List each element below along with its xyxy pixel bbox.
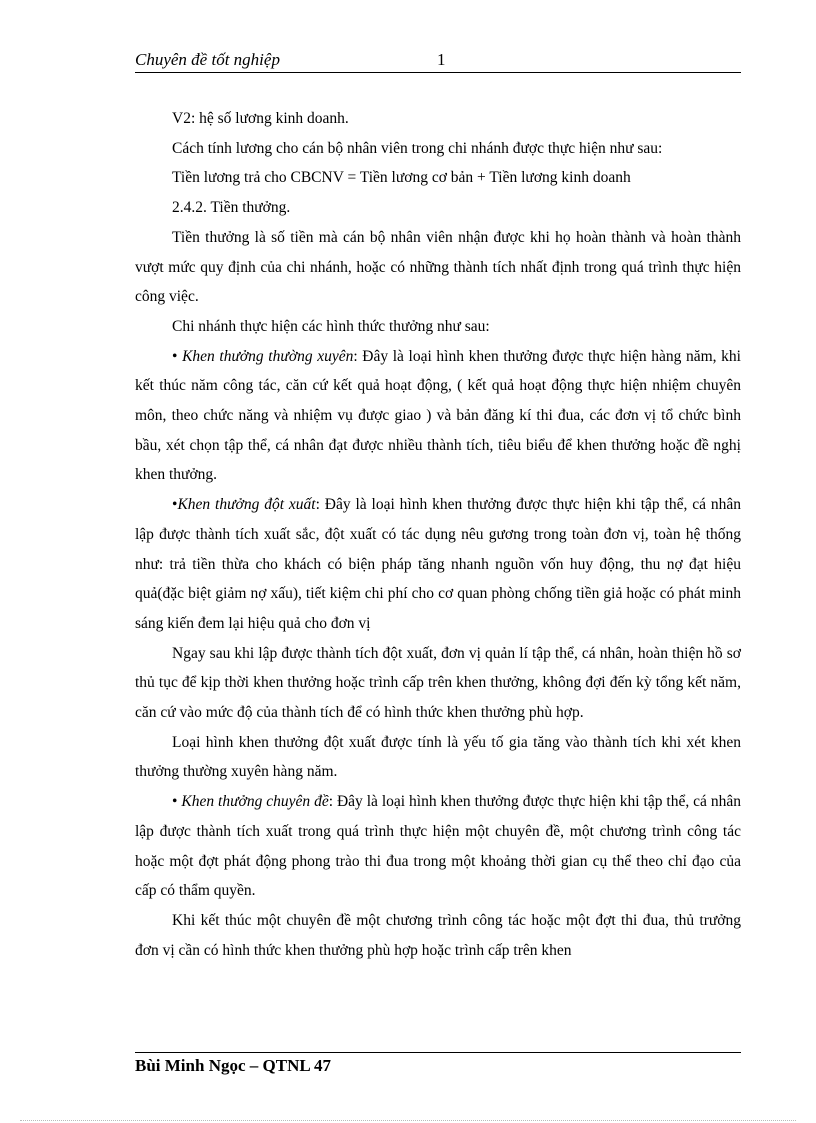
bullet-term: Khen thưởng thường xuyên [182, 347, 354, 365]
page-header [135, 48, 741, 73]
body-text [135, 104, 741, 965]
section-heading: 2.4.2. Tiền thưởng. [172, 199, 291, 217]
paragraph: Cách tính lương cho cán bộ nhân viên trong chi nhánh được thực hiện như sau: [172, 139, 663, 157]
bullet-paragraph [135, 787, 741, 906]
paragraph: Ngay sau khi lập được thành tích đột xuất, đơn vị quản lí tập thể, cá nhân, hoàn thiện hồ sơ thủ tục để kịp thời khen thưởng hoặc trình cấp trên khen thưởng, không đợi đến kỳ tổng kết năm, căn cứ vào mức độ của thành tích để có hình thức khen thưởng phù hợp. [135, 644, 741, 722]
footer-author: Bùi Minh Ngọc – QTNL 47 [135, 1056, 332, 1075]
page-number: 1 [437, 50, 446, 69]
bullet: • [172, 793, 182, 811]
bullet-text: : Đây là loại hình khen thưởng được thực hiện khi tập thể, cá nhân lập được thành tích xuất sắc, đột xuất có tác dụng nêu gương trong toàn đơn vị, toàn hệ thống như: trả tiền thừa cho khách có biện pháp tăng nhanh nguồn vốn huy động, thu nợ đạt hiệu quả(đặc biệt giảm nợ xấu), tiết kiệm chi phí cho cơ quan phòng chống tiền giả hoặc có phát minh sáng kiến đem lại hiệu quả cho đơn vị [135, 496, 741, 632]
bullet-text: : Đây là loại hình khen thưởng được thực hiện hàng năm, khi kết thúc năm công tác, căn cứ kết quả hoạt động, ( kết quả hoạt động thực hiện nhiệm chuyên môn, theo chức năng và nhiệm vụ được giao ) và bản đăng kí thi đua, các đơn vị tổ chức bình bầu, xét chọn tập thể, cá nhân đạt được nhiều thành tích, tiêu biểu để khen thưởng hoặc đề nghị khen thưởng. [135, 347, 741, 484]
bullet: • [172, 496, 178, 514]
bullet-term: Khen thưởng đột xuất [177, 496, 316, 514]
paragraph: Tiền lương trả cho CBCNV = Tiền lương cơ bản + Tiền lương kinh doanh [172, 169, 631, 187]
bullet-paragraph [135, 342, 741, 491]
bullet-text: : Đây là loại hình khen thưởng được thực hiện khi tập thể, cá nhân lập được thành tích xuất trong quá trình thực hiện một chuyên đề, một chương trình công tác hoặc một đợt phát động phong trào thi đua trong một khoảng thời gian cụ thể theo chỉ đạo của cấp có thẩm quyền. [135, 793, 741, 900]
paragraph: V2: hệ số lương kinh doanh. [172, 110, 349, 127]
footer-divider [135, 1052, 741, 1053]
page-edge-divider [20, 1120, 796, 1121]
bullet-paragraph [135, 490, 741, 639]
paragraph: Loại hình khen thưởng đột xuất được tính là yếu tố gia tăng vào thành tích khi xét khen thưởng thường xuyên hàng năm. [135, 733, 741, 781]
bullet-term: Khen thưởng chuyên đề [181, 793, 329, 811]
bullet: • [172, 347, 183, 365]
paragraph: Tiền thưởng là số tiền mà cán bộ nhân viên nhận được khi họ hoàn thành và hoàn thành vượt mức quy định của chi nhánh, hoặc có những thành tích nhất định trong quá trình thực hiện công việc. [135, 228, 741, 306]
paragraph: Khi kết thúc một chuyên đề một chương trình công tác hoặc một đợt thi đua, thủ trưởng đơn vị cần có hình thức khen thưởng phù hợp hoặc trình cấp trên khen [135, 911, 741, 959]
paragraph: Chi nhánh thực hiện các hình thức thưởng như sau: [172, 317, 490, 335]
header-title: Chuyên đề tốt nghiệp [135, 50, 280, 69]
